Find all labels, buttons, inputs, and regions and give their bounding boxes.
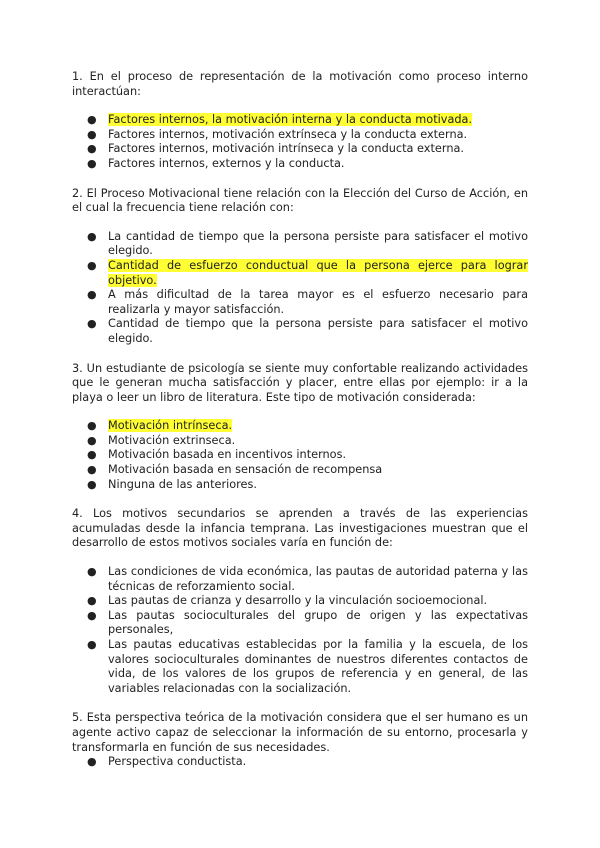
bullet-icon: ● <box>87 113 97 127</box>
bullet-icon: ● <box>87 755 97 769</box>
bullet-icon: ● <box>87 594 97 608</box>
list-item <box>72 463 528 478</box>
option-text-highlighted: Motivación intrínseca. <box>108 419 233 433</box>
list-item <box>72 419 528 434</box>
bullet-icon: ● <box>87 565 97 579</box>
list-item <box>72 230 528 259</box>
option-text: Las pautas educativas establecidas por la familia y la escuela, de los valores socioculturales dominantes de nuestros diferentes contactos de vida, de los valores de los grupos de referencia y en general, de las variables relacionadas con la socialización. <box>108 638 528 695</box>
option-text: Motivación extrinseca. <box>108 433 236 447</box>
list-item <box>72 317 528 346</box>
bullet-icon: ● <box>87 419 97 433</box>
option-text: A más dificultad de la tarea mayor es el esfuerzo necesario para realizarla y mayor satisfacción. <box>108 288 528 316</box>
option-text: Las condiciones de vida económica, las pautas de autoridad paterna y las técnicas de reforzamiento social. <box>108 565 528 593</box>
bullet-icon: ● <box>87 229 97 243</box>
list-item <box>72 288 528 317</box>
option-text: Factores internos, motivación extrínseca y la conducta externa. <box>108 127 468 141</box>
option-text: Perspectiva conductista. <box>108 755 247 769</box>
bullet-icon: ● <box>87 142 97 156</box>
list-item <box>72 142 528 157</box>
question-2-text: 2. El Proceso Motivacional tiene relación con la Elección del Curso de Acción, en el cual la frecuencia tiene relación con: <box>72 186 528 215</box>
option-text: Motivación basada en sensación de recompensa <box>108 463 383 477</box>
question-1-text: 1. En el proceso de representación de la motivación como proceso interno interactúan: <box>72 70 528 98</box>
option-text: Factores internos, motivación intrínseca y la conducta externa. <box>108 142 464 156</box>
bullet-icon: ● <box>87 258 97 272</box>
option-text: Las pautas socioculturales del grupo de origen y las expectativas personales, <box>108 608 528 637</box>
list-item <box>72 565 528 594</box>
document-page <box>72 70 528 785</box>
list-item <box>72 434 528 449</box>
question-1-options <box>72 113 528 171</box>
list-item <box>72 448 528 463</box>
bullet-icon: ● <box>87 317 97 331</box>
list-item <box>72 478 528 493</box>
question-4-text: 4. Los motivos secundarios se aprenden a través de las experiencias acumuladas desde la infancia temprana. Las investigaciones muestran que el desarrollo de estos motivos sociales varía en función de: <box>72 507 528 550</box>
question-5-options <box>72 755 528 770</box>
list-item <box>72 128 528 143</box>
list-item <box>72 157 528 172</box>
option-text: La cantidad de tiempo que la persona persiste para satisfacer el motivo elegido. <box>108 229 528 258</box>
list-item <box>72 259 528 288</box>
option-text-highlighted: Factores internos, la motivación interna y la conducta motivada. <box>108 113 473 127</box>
option-text: Cantidad de tiempo que la persona persiste para satisfacer el motivo elegido. <box>108 317 528 345</box>
question-3-text: 3. Un estudiante de psicología se siente muy confortable realizando actividades que le generan mucha satisfacción y placer, entre ellas por ejemplo: ir a la playa o leer un libro de literatura. Este tipo de motivación considerada: <box>72 361 528 404</box>
list-item <box>72 638 528 696</box>
question-5-text: 5. Esta perspectiva teórica de la motivación considera que el ser humano es un agente activo capaz de seleccionar la información de su entorno, procesarla y transformarla en función de sus necesidades. <box>72 711 528 754</box>
list-item <box>72 755 528 770</box>
option-text: Factores internos, externos y la conducta. <box>108 156 345 170</box>
list-item <box>72 594 528 609</box>
bullet-icon: ● <box>87 463 97 477</box>
bullet-icon: ● <box>87 127 97 141</box>
option-text: Las pautas de crianza y desarrollo y la vinculación socioemocional. <box>108 594 488 608</box>
bullet-icon: ● <box>87 638 97 651</box>
bullet-icon: ● <box>87 156 97 170</box>
bullet-icon: ● <box>87 288 97 302</box>
question-4-options <box>72 565 528 696</box>
option-text: Ninguna de las anteriores. <box>108 477 257 491</box>
bullet-icon: ● <box>87 433 97 447</box>
question-2-options <box>72 230 528 347</box>
bullet-icon: ● <box>87 477 97 491</box>
list-item <box>72 113 528 128</box>
list-item <box>72 609 528 638</box>
option-text: Motivación basada en incentivos internos. <box>108 448 347 462</box>
question-3-options <box>72 419 528 492</box>
option-text-highlighted: Cantidad de esfuerzo conductual que la persona ejerce para lograr objetivo. <box>108 258 528 287</box>
bullet-icon: ● <box>87 608 97 622</box>
bullet-icon: ● <box>87 448 97 462</box>
